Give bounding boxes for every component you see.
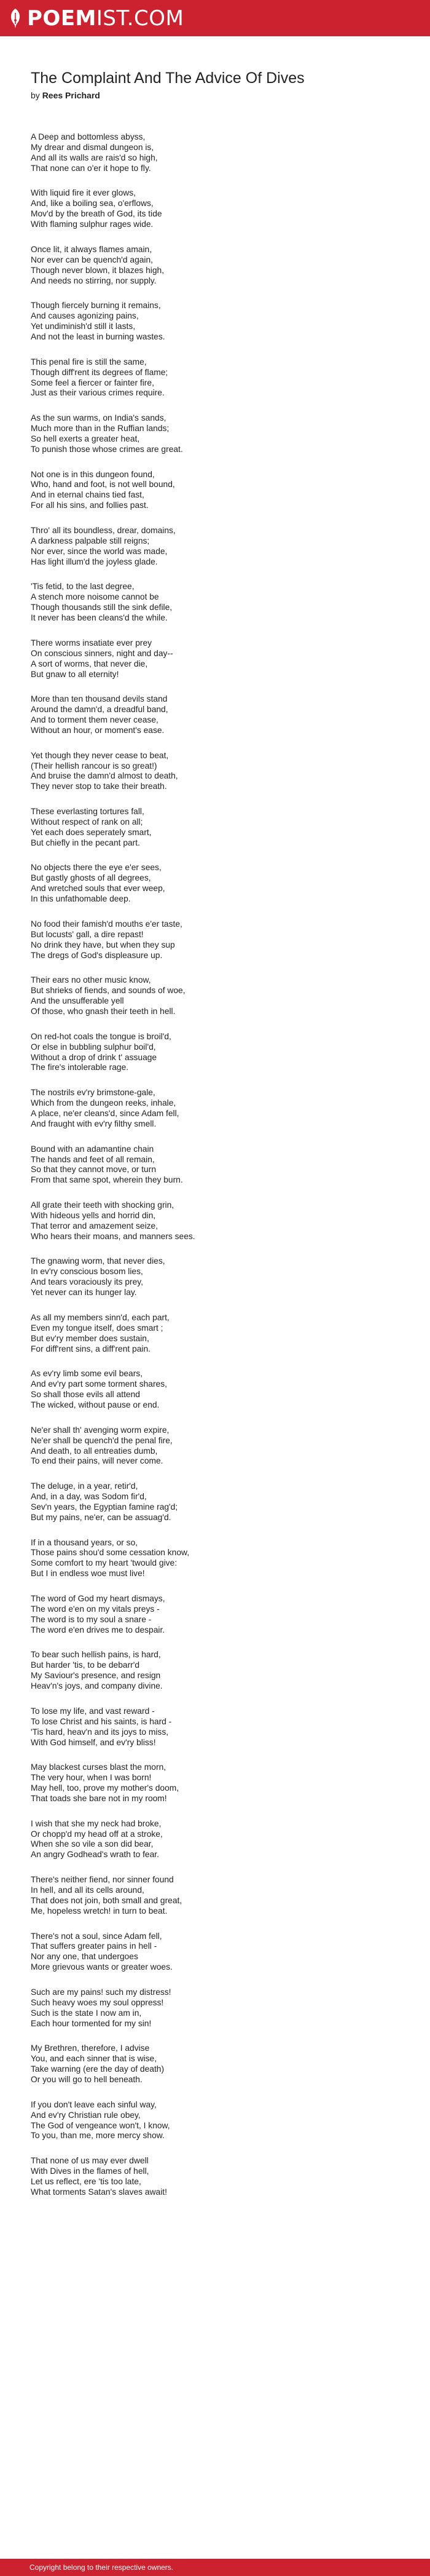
poem-line: So hell exerts a greater heat, xyxy=(31,434,140,443)
poem-line: A darkness palpable still reigns; xyxy=(31,536,150,545)
poem-line: My Brethren, therefore, I advise xyxy=(31,2043,150,2053)
stanza xyxy=(31,413,412,455)
poem-line: In ev'ry conscious bosom lies, xyxy=(31,1267,143,1277)
poem-line: There worms insatiate ever prey xyxy=(31,638,152,648)
poem-line: I wish that she my neck had broke, xyxy=(31,1818,162,1828)
stanza xyxy=(31,1144,412,1186)
poem-line: Nor ever can be quench'd again, xyxy=(31,255,153,264)
stanza xyxy=(31,470,412,512)
stanza xyxy=(31,919,412,961)
poem-line: Though thousands still the sink defile, xyxy=(31,603,173,612)
copyright-text: Copyright belong to their respective owners. xyxy=(29,2563,174,2572)
stanza xyxy=(31,357,412,399)
poem-line: But locusts' gall, a dire repast! xyxy=(31,929,144,939)
poem-line: Or chopp'd my head off at a stroke, xyxy=(31,1829,163,1839)
poem-line: My drear and dismal dungeon is, xyxy=(31,142,154,152)
poem-line: Ne'er shall th' avenging worm expire, xyxy=(31,1425,170,1435)
poem-line: Around the damn'd, a dreadful band, xyxy=(31,705,168,715)
poem-line: There's neither fiend, nor sinner found xyxy=(31,1875,174,1885)
poem-line: Or else in bubbling sulphur boil'd, xyxy=(31,1042,156,1052)
poem-line: Ne'er shall be quench'd the penal fire, xyxy=(31,1435,173,1445)
poem-line: That does not join, both small and great, xyxy=(31,1895,182,1905)
poem-line: The dregs of God's displeasure up. xyxy=(31,950,163,960)
poem-line: And wretched souls that ever weep, xyxy=(31,884,165,894)
poem-line: No food their famish'd mouths e'er taste, xyxy=(31,919,182,929)
poem-line: But my pains, ne'er, can be assuag'd. xyxy=(31,1512,171,1522)
poem-line: More than ten thousand devils stand xyxy=(31,694,168,704)
poem-line: For diff'rent sins, a diff'rent pain. xyxy=(31,1344,150,1353)
poem-line: Take warning (ere the day of death) xyxy=(31,2064,165,2074)
poem-line: As ev'ry limb some evil bears, xyxy=(31,1369,143,1379)
poem-line: Once lit, it always flames amain, xyxy=(31,244,152,254)
stanza xyxy=(31,751,412,793)
poem-line: The word e'en on my vitals preys - xyxy=(31,1604,160,1614)
poem-line: Some feel a fiercer or fainter fire, xyxy=(31,378,154,387)
poem-line: When she so vile a son did bear, xyxy=(31,1839,154,1849)
poem-line: Nor any one, that undergoes xyxy=(31,1952,138,1962)
poem-line: To bear such hellish pains, is hard, xyxy=(31,1650,161,1660)
poem-line: And needs no stirring, nor supply. xyxy=(31,275,157,285)
poem-title: The Complaint And The Advice Of Dives xyxy=(31,69,305,87)
stanza xyxy=(31,694,412,736)
stanza xyxy=(31,2156,412,2198)
poem-line: And bruise the damn'd almost to death, xyxy=(31,771,178,781)
poem-line: Yet never can its hunger lay. xyxy=(31,1288,137,1298)
poem-line: So that they cannot move, or turn xyxy=(31,1165,157,1175)
stanza xyxy=(31,863,412,905)
poem-line: May blackest curses blast the morn, xyxy=(31,1762,166,1772)
poem-line: The word is to my soul a snare - xyxy=(31,1614,152,1624)
poem-line: Even my tongue itself, does smart ; xyxy=(31,1323,163,1333)
poem-line: But harder 'tis, to be debarr'd xyxy=(31,1660,140,1670)
poem-line: Or you will go to hell beneath. xyxy=(31,2075,143,2085)
stanza xyxy=(31,1256,412,1298)
poem-line: A place, ne'er cleans'd, since Adam fell, xyxy=(31,1108,179,1118)
poem-line: That none of us may ever dwell xyxy=(31,2156,149,2166)
poem-line: In hell, and all its cells around, xyxy=(31,1885,144,1895)
stanza xyxy=(31,1650,412,1692)
poem-line: Let us reflect, ere 'tis too late, xyxy=(31,2177,141,2186)
stanza xyxy=(31,1594,412,1636)
poem-line: And ev'ry part some torment shares, xyxy=(31,1379,167,1389)
poem-line: And fraught with ev'ry filthy smell. xyxy=(31,1119,157,1128)
poem-line: Heav'n's joys, and company divine. xyxy=(31,1681,163,1691)
stanza xyxy=(31,188,412,230)
by-label: by xyxy=(31,90,40,100)
stanza xyxy=(31,245,412,287)
poem-line: May hell, too, prove my mother's doom, xyxy=(31,1783,179,1793)
stanza xyxy=(31,1481,412,1523)
poem-line: The word e'en drives me to despair. xyxy=(31,1625,165,1635)
poem-line: To punish those whose crimes are great. xyxy=(31,444,183,454)
poem-line: Not one is in this dungeon found, xyxy=(31,469,155,479)
stanza xyxy=(31,1369,412,1411)
poem-line: Without respect of rank on all; xyxy=(31,817,143,826)
poem-line: There's not a soul, since Adam fell, xyxy=(31,1931,162,1941)
poem-line: So shall those evils all attend xyxy=(31,1390,140,1400)
poem-line: A Deep and bottomless abyss, xyxy=(31,132,146,141)
poem-line: That none can o'er it hope to fly. xyxy=(31,163,151,173)
poem-line: Yet though they never cease to beat, xyxy=(31,750,169,760)
poem-line: The gnawing worm, that never dies, xyxy=(31,1256,165,1266)
poem-line: Such heavy woes my soul oppress! xyxy=(31,1997,164,2007)
poem-line: To lose Christ and his saints, is hard - xyxy=(31,1716,172,1726)
poem-line: These everlasting tortures fall, xyxy=(31,807,144,817)
stanza xyxy=(31,638,412,680)
poem-line: More grievous wants or greater woes. xyxy=(31,1962,173,1972)
poem-line: And all its walls are rais'd so high, xyxy=(31,153,158,162)
poem-line: Though fiercely burning it remains, xyxy=(31,301,161,311)
poem-line: And tears voraciously its prey, xyxy=(31,1277,144,1287)
poem-line: Such is the state I now am in, xyxy=(31,2008,142,2018)
poem-line: As all my members sinn'd, each part, xyxy=(31,1312,170,1322)
poem-line: The fire's intolerable rage. xyxy=(31,1063,129,1072)
poem-line: With Dives in the flames of hell, xyxy=(31,2166,149,2176)
poem-line: But I in endless woe must live! xyxy=(31,1569,145,1579)
site-logo[interactable] xyxy=(9,6,184,31)
poem-line: And the unsufferable yell xyxy=(31,996,124,1006)
poem-line: Each hour tormented for my sin! xyxy=(31,2018,152,2028)
byline xyxy=(31,90,412,100)
stanza xyxy=(31,1538,412,1580)
poem-line: Though diff'rent its degrees of flame; xyxy=(31,367,168,377)
poem-line: For all his sins, and follies past. xyxy=(31,501,149,510)
poem-line: And death, to all entreaties dumb, xyxy=(31,1446,158,1456)
poem-line: Me, hopeless wretch! in turn to beat. xyxy=(31,1906,168,1916)
poem-line: A sort of worms, that never die, xyxy=(31,659,148,668)
stanza xyxy=(31,1032,412,1074)
poem-line: On red-hot coals the tongue is broil'd, xyxy=(31,1031,171,1041)
poem-line: Bound with an adamantine chain xyxy=(31,1144,154,1154)
poem-line: Sev'n years, the Egyptian famine rag'd; xyxy=(31,1502,178,1512)
poem-line: Their ears no other music know, xyxy=(31,975,151,985)
poem-line: It never has been cleans'd the while. xyxy=(31,613,168,623)
poem-line: If in a thousand years, or so, xyxy=(31,1537,138,1547)
poem-line: The nostrils ev'ry brimstone-gale, xyxy=(31,1088,155,1098)
poem-line: And ev'ry Christian rule obey, xyxy=(31,2110,141,2120)
poem-line: That terror and amazement seize, xyxy=(31,1221,158,1231)
poem-line: Without an hour, or moment's ease. xyxy=(31,725,165,735)
poem-line: The deluge, in a year, retir'd, xyxy=(31,1481,138,1491)
poem-line: Who, hand and foot, is not well bound, xyxy=(31,480,175,489)
poem-line: No drink they have, but when they sup xyxy=(31,940,175,949)
poem-line: With liquid fire it ever glows, xyxy=(31,188,136,198)
poem-line: What torments Satan's slaves await! xyxy=(31,2187,167,2197)
stanza xyxy=(31,301,412,343)
poem-body xyxy=(31,132,412,2198)
poem-line: And in eternal chains tied fast, xyxy=(31,490,144,500)
poem-line: In this unfathomable deep. xyxy=(31,894,131,904)
stanza xyxy=(31,2043,412,2085)
poem-line: But gnaw to all eternity! xyxy=(31,669,119,679)
poem-line: Who hears their moans, and manners sees. xyxy=(31,1231,195,1241)
poem-line: If you don't leave each sinful way, xyxy=(31,2099,157,2109)
stanza xyxy=(31,1088,412,1130)
stanza xyxy=(31,1425,412,1467)
stanza xyxy=(31,1987,412,2029)
poem-line: A stench more noisome cannot be xyxy=(31,592,159,602)
poem-line: And causes agonizing pains, xyxy=(31,311,139,321)
poem-line: That suffers greater pains in hell - xyxy=(31,1941,157,1951)
quill-pen-icon xyxy=(9,8,22,29)
poem-line: Yet each does seperately smart, xyxy=(31,827,152,837)
poem-line: And, in a day, was Sodom fir'd, xyxy=(31,1492,147,1502)
poem-line: The word of God my heart dismays, xyxy=(31,1593,165,1603)
poem-line: From that same spot, wherein they burn. xyxy=(31,1175,183,1185)
site-header xyxy=(0,0,430,36)
poem-line: But chiefly in the pecant part. xyxy=(31,838,140,847)
poem-line: Of those, who gnash their teeth in hell. xyxy=(31,1007,176,1017)
poem-line: To end their pains, will never come. xyxy=(31,1456,163,1466)
logo-text-strong: POEM xyxy=(27,6,96,31)
stanza xyxy=(31,1875,412,1917)
poem-line: Has light illum'd the joyless glade. xyxy=(31,557,158,566)
poem-line: Just as their various crimes require. xyxy=(31,388,165,398)
poem-line: The God of vengeance won't, I know, xyxy=(31,2120,170,2130)
poem-line: And to torment them never cease, xyxy=(31,715,158,725)
stanza xyxy=(31,1200,412,1242)
poem-line: Nor ever, since the world was made, xyxy=(31,546,168,556)
poem-line: And, like a boiling sea, o'erflows, xyxy=(31,199,154,208)
poem-line: The wicked, without pause or end. xyxy=(31,1400,160,1409)
stanza xyxy=(31,975,412,1017)
poem-line: This penal fire is still the same, xyxy=(31,357,147,367)
poem-line: You, and each sinner that is wise, xyxy=(31,2054,157,2064)
poem-line: Though never blown, it blazes high, xyxy=(31,265,165,275)
poem-line: Those pains shou'd some cessation know, xyxy=(31,1548,190,1558)
poem-line: With God himself, and ev'ry bliss! xyxy=(31,1737,156,1747)
stanza xyxy=(31,582,412,624)
poem-line: To you, than me, more mercy show. xyxy=(31,2131,165,2141)
stanza xyxy=(31,807,412,849)
stanza xyxy=(31,1819,412,1861)
poem-line: With hideous yells and horrid din, xyxy=(31,1210,156,1220)
stanza xyxy=(31,526,412,568)
logo-text-light: IST.COM xyxy=(96,6,184,31)
poem-line: But ev'ry member does sustain, xyxy=(31,1333,149,1343)
stanza xyxy=(31,1706,412,1748)
poem-line: 'Tis fetid, to the last degree, xyxy=(31,582,135,592)
poem-line: Much more than in the Ruffian lands; xyxy=(31,424,170,434)
poem-line: But gastly ghosts of all degrees, xyxy=(31,873,151,883)
poem-line: The very hour, when I was born! xyxy=(31,1773,152,1783)
stanza xyxy=(31,1313,412,1355)
poem-line: (Their hellish rancour is so great!) xyxy=(31,761,157,771)
poem-line: That toads she bare not in my room! xyxy=(31,1793,167,1803)
poem-line: Such are my pains! such my distress! xyxy=(31,1987,171,1997)
poem-line: And not the least in burning wastes. xyxy=(31,331,165,341)
poem-line: All grate their teeth with shocking grin, xyxy=(31,1200,174,1210)
poem-line: 'Tis hard, heav'n and its joys to miss, xyxy=(31,1727,169,1737)
poem-line: My Saviour's presence, and resign xyxy=(31,1671,161,1681)
stanza xyxy=(31,1762,412,1804)
stanza xyxy=(31,1932,412,1973)
poem-line: Which from the dungeon reeks, inhale, xyxy=(31,1098,176,1108)
poem-line: As the sun warms, on India's sands, xyxy=(31,413,166,423)
poem-line: On conscious sinners, night and day-- xyxy=(31,648,173,658)
poem-line: The hands and feet of all remain, xyxy=(31,1154,155,1164)
author-link[interactable]: Rees Prichard xyxy=(42,90,100,100)
poem-line: An angry Godhead's wrath to fear. xyxy=(31,1850,159,1860)
poem-content xyxy=(31,69,412,2213)
poem-line: But shrieks of fiends, and sounds of woe, xyxy=(31,986,186,996)
poem-line: With flaming sulphur rages wide. xyxy=(31,220,154,229)
poem-line: Mov'd by the breath of God, its tide xyxy=(31,209,162,219)
poem-line: They never stop to take their breath. xyxy=(31,782,167,791)
poem-line: Thro' all its boundless, drear, domains, xyxy=(31,525,176,535)
poem-line: Without a drop of drink t' assuage xyxy=(31,1052,157,1062)
poem-line: Some comfort to my heart 'twould give: xyxy=(31,1558,178,1568)
poem-line: To lose my life, and vast reward - xyxy=(31,1706,155,1716)
stanza xyxy=(31,132,412,174)
site-footer xyxy=(0,2559,430,2576)
poem-line: No objects there the eye e'er sees, xyxy=(31,863,162,873)
stanza xyxy=(31,2100,412,2142)
poem-line: Yet undiminish'd still it lasts, xyxy=(31,322,136,331)
